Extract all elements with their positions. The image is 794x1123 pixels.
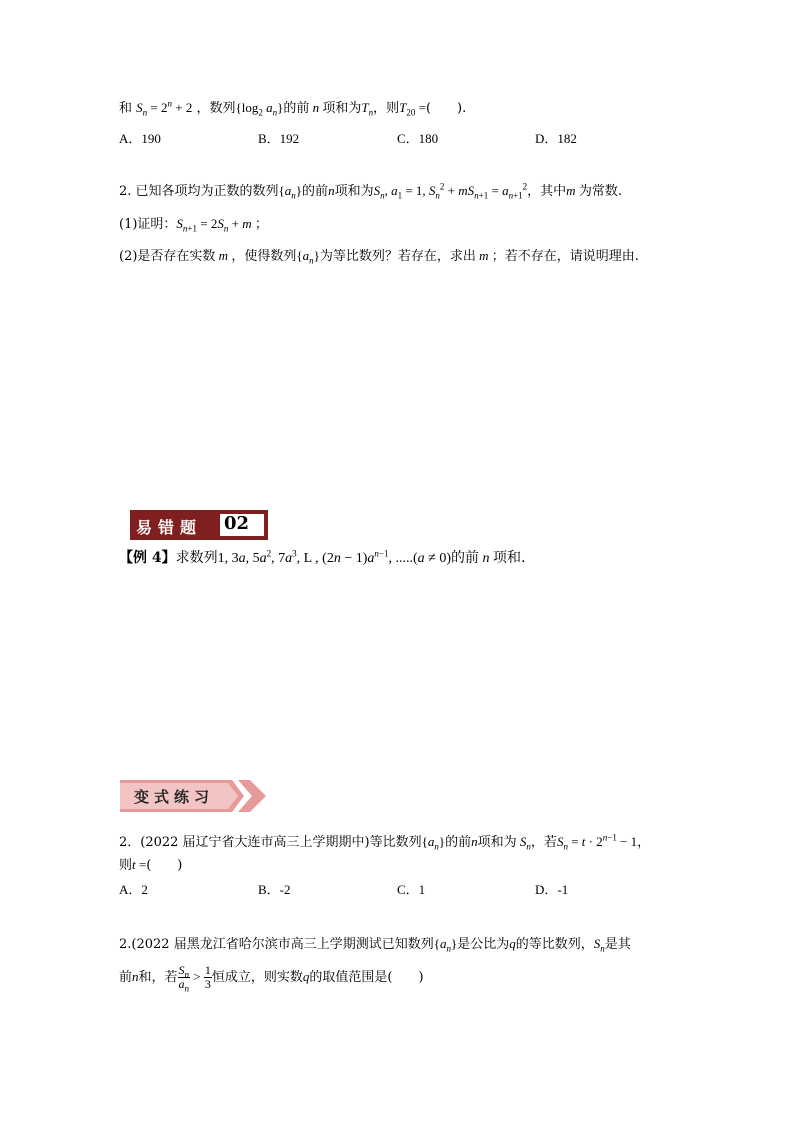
q2-part1 <box>119 214 268 235</box>
q-top-text-c: 的前 <box>283 101 310 116</box>
q2-formula: $S_n$, $a_1 = 1$, $S_n^2 + mS_{n+1} = a_{n+1}^2$ <box>373 181 528 201</box>
q2-seq-an: $\{a_n\}$ <box>278 183 303 201</box>
v2-var-q2: q <box>302 969 310 984</box>
q-top-option-b[interactable]: B．192 <box>258 131 300 146</box>
v2-line1 <box>119 934 631 955</box>
v1-seq-an: $\{a_n\}$ <box>421 834 446 852</box>
q-top-option-d[interactable]: D．182 <box>535 131 577 146</box>
example-4-text-b: 的前 <box>451 550 479 566</box>
v1-var-n: n <box>471 834 478 849</box>
q-top-text-f: ( ). <box>425 101 467 116</box>
q-top-line <box>119 98 466 119</box>
q2-part1-formula: $S_{n+1} = 2S_n + m$ ； <box>176 216 268 234</box>
v1-option-a[interactable]: A．2 <box>119 882 148 897</box>
v2-var-n: n <box>132 969 139 984</box>
v1-line1-a: 2．(2022 届辽宁省大连市高三上学期期中)等比数列 <box>119 835 422 850</box>
example-4-var-n: n <box>479 551 493 566</box>
v1-option-b[interactable]: B．-2 <box>258 882 291 897</box>
example-4-text-c: 项和. <box>493 550 526 566</box>
banner-number: 02 <box>224 513 250 534</box>
v1-line1-b: 的前 <box>445 835 472 850</box>
v2-fraction-sn-an: $\frac{S_n}{a_n}$ <box>178 963 190 994</box>
v2-line2-a: 前 <box>119 970 133 985</box>
q2-part2-d: ；若不存在，请说明理由. <box>491 249 639 264</box>
q2-var-m: m <box>566 183 579 198</box>
v1-line1 <box>119 832 650 853</box>
q2-stem <box>119 181 622 202</box>
variant-practice-banner <box>120 778 272 814</box>
v1-line2 <box>119 855 182 876</box>
v2-var-sn: $S_n$ <box>593 936 605 954</box>
q-top-var-t20: $T_{20}$ = <box>399 100 426 118</box>
q2-mid3: ，其中 <box>527 184 567 199</box>
q-top-text-d: 项和为 <box>322 101 362 116</box>
q2-part2-a: (2)是否存在实数 <box>119 249 216 264</box>
example-4-sequence: 1, 3a, $5a^2$, $7a^3$, L , $(2n - 1)a^{n-1}$, .....(a ≠ 0) <box>217 548 451 566</box>
q-top-text-b: ，数列 <box>196 101 236 116</box>
v2-line1-a: 2.(2022 届黑龙江省哈尔滨市高三上学期测试已知数列 <box>119 937 434 952</box>
v2-fraction-one-third: $\frac{1}{3}$ <box>204 963 211 991</box>
v2-line2-d: 的取值范围是( ) <box>309 970 424 985</box>
q2-var-n: n <box>328 183 335 198</box>
v1-formula: $S_n = t \cdot 2^{n-1} - 1$ <box>556 832 638 852</box>
q2-part2-var-m2: m <box>475 248 492 263</box>
q-top-options <box>119 128 719 148</box>
q-top-formula-log: {$\log_2$ $a_n$} <box>235 100 284 118</box>
v2-line2-c: 恒成立，则实数 <box>211 970 303 985</box>
error-prone-banner <box>130 510 268 540</box>
v1-var-sn: $S_n$ <box>516 834 531 852</box>
q2-lead: 2. 已知各项均为正数的数列 <box>119 184 279 199</box>
v2-line1-b: 是公比为 <box>457 937 510 952</box>
q2-tail: 为常数. <box>578 184 622 199</box>
q-top-option-a[interactable]: A．190 <box>119 131 161 146</box>
v1-option-c[interactable]: C．1 <box>397 882 426 897</box>
q2-part1-label: (1)证明： <box>119 217 177 232</box>
v1-option-d[interactable]: D．-1 <box>535 882 569 897</box>
v1-line1-d: ，若 <box>530 835 557 850</box>
v1-options <box>119 879 719 899</box>
q-top-formula-sn: $S_n = 2^n + 2$ <box>136 98 193 118</box>
q2-part2-seq: $\{a_n\}$ <box>296 248 320 266</box>
v1-line2-a: 则 <box>119 858 133 873</box>
q-top-text-e: ，则 <box>373 101 400 116</box>
v2-gt: > <box>190 969 204 984</box>
example-4 <box>119 548 525 569</box>
v2-line1-c: 的等比数列， <box>515 937 594 952</box>
q2-mid1: 的前 <box>302 184 329 199</box>
v2-line1-d: 是其 <box>604 937 631 952</box>
q-top-text-a: 和 <box>119 101 133 116</box>
q-top-var-tn: $T_n$ <box>361 100 374 118</box>
v2-line2-b: 和，若 <box>138 970 178 985</box>
v1-var-t: t = <box>132 857 147 872</box>
example-4-text-a: 求数列 <box>175 550 218 566</box>
q2-part2-b: ，使得数列 <box>231 249 297 264</box>
v2-line2 <box>119 962 424 993</box>
q-top-var-n: n <box>309 100 323 115</box>
banner-label: 易错题 <box>136 518 203 537</box>
example-4-tag: 【例 4】 <box>119 550 176 566</box>
q-top-option-c[interactable]: C．180 <box>397 131 439 146</box>
v1-line1-c: 项和为 <box>477 835 517 850</box>
variant-banner-label: 变式练习 <box>134 788 215 806</box>
v1-line1-e: ， <box>637 835 651 850</box>
v2-var-q: q <box>509 936 516 951</box>
q2-part2 <box>119 246 639 267</box>
q2-mid2: 项和为 <box>334 184 374 199</box>
q2-part2-var-m: m <box>215 248 232 263</box>
v2-seq-an: $\{a_n\}$ <box>433 936 458 954</box>
v1-line2-b: ( ) <box>146 858 183 873</box>
q2-part2-c: 为等比数列？若存在，求出 <box>319 249 476 264</box>
